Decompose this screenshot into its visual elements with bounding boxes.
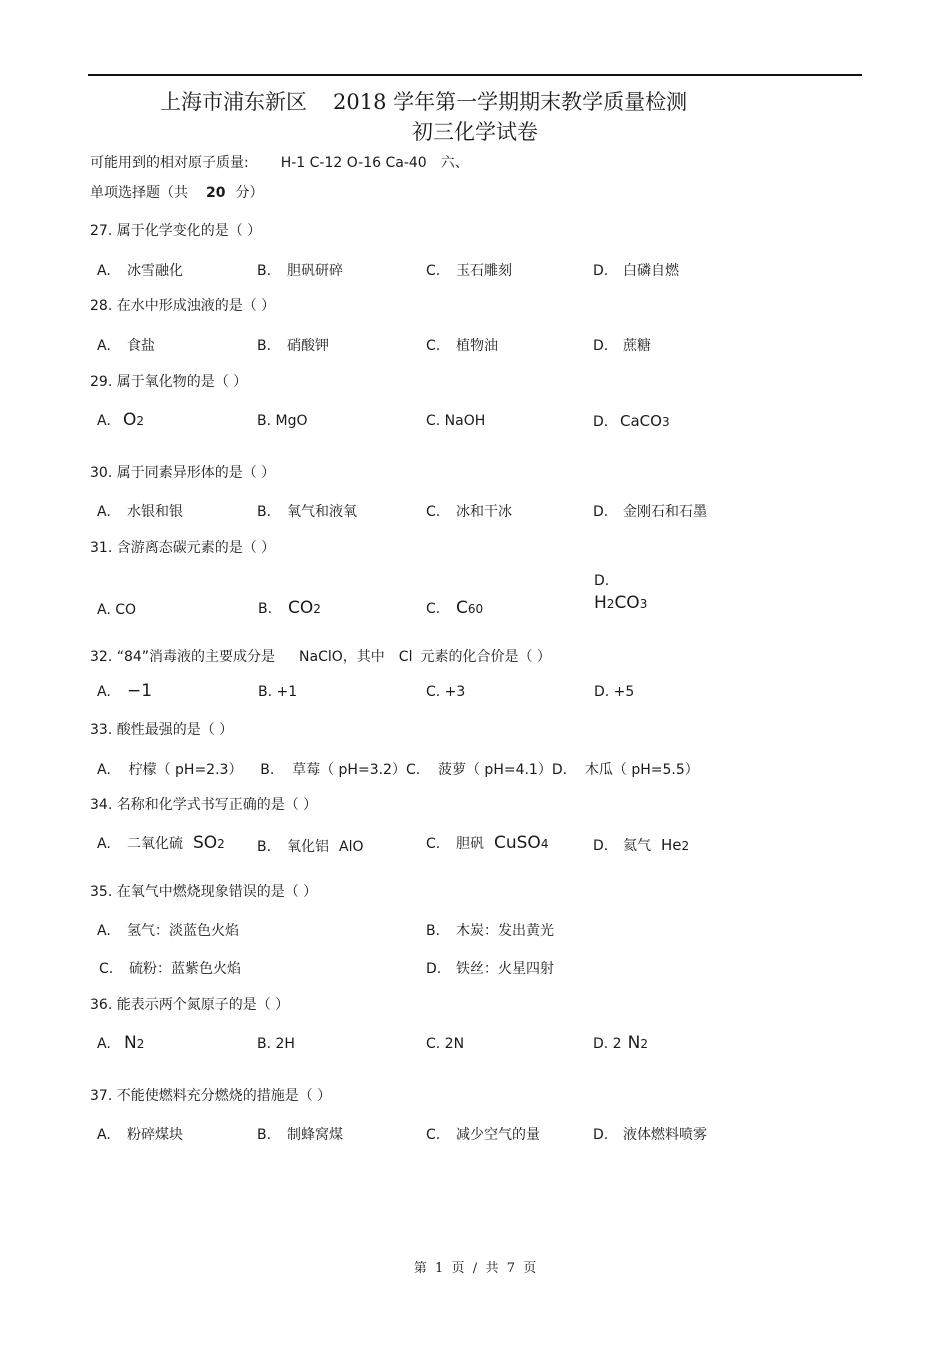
q29-option-d[interactable]	[593, 412, 670, 430]
option-label: B.	[257, 1127, 272, 1143]
question-27-stem: 27. 属于化学变化的是（ ）	[90, 223, 262, 239]
option-text: 氧气和液氧	[287, 504, 357, 520]
option-text: 金刚石和石墨	[623, 504, 707, 520]
formula: CaCO	[620, 412, 662, 430]
formula: H	[594, 593, 607, 613]
option-label: B.	[258, 601, 273, 617]
q33-options[interactable]: A. 柠檬（ pH=2.3） B. 草莓（ pH=3.2）C. 菠萝（ pH=4.1）D. 木瓜（ pH=5.5）	[97, 762, 699, 778]
exam-title	[160, 86, 687, 116]
q34-option-b[interactable]	[257, 836, 364, 856]
option-text: 液体燃料喷雾	[623, 1127, 707, 1143]
option-label: D.	[593, 1127, 609, 1143]
formula-subscript: 60	[467, 602, 484, 616]
option-label: B.	[426, 923, 441, 939]
q30-option-a[interactable]	[97, 501, 183, 521]
option-label: A.	[97, 504, 111, 520]
stem-part: Cl	[398, 649, 413, 665]
option-label: C.	[426, 338, 441, 354]
option-text: 木炭：发出黄光	[456, 923, 554, 939]
q36-option-b[interactable]	[257, 1036, 295, 1052]
q36-option-d[interactable]	[593, 1033, 648, 1053]
option-label: C. NaOH	[426, 413, 486, 429]
section-heading	[90, 182, 263, 202]
option-label: A.	[97, 263, 111, 279]
option-label: C.	[426, 504, 441, 520]
option-label: D. 2	[593, 1036, 622, 1052]
option-label: B. MgO	[257, 413, 308, 429]
question-31-stem: 31. 含游离态碳元素的是（ ）	[90, 540, 276, 556]
formula-subscript: 2	[681, 839, 690, 853]
option-text: 硝酸钾	[287, 338, 329, 354]
option-label: C.	[426, 263, 441, 279]
question-37-stem: 37. 不能使燃料充分燃烧的措施是（ ）	[90, 1088, 332, 1104]
question-34-stem: 34. 名称和化学式书写正确的是（ ）	[90, 797, 318, 813]
section-points: 20	[206, 185, 226, 201]
option-text: −1	[127, 681, 153, 701]
option-label: A.	[97, 923, 111, 939]
option-label: D. +5	[594, 684, 635, 700]
q34-option-d[interactable]	[593, 835, 689, 855]
formula: CO	[614, 593, 640, 613]
title-term: 2018 学年第一学期期末教学质量检测	[333, 90, 688, 114]
stem-part: NaClO，其中	[299, 649, 385, 665]
option-text: 氦气	[623, 838, 651, 854]
option-text: 二氧化硫	[127, 836, 183, 852]
q27-option-c[interactable]	[426, 260, 512, 280]
question-36-stem: 36. 能表示两个氮原子的是（ ）	[90, 997, 290, 1013]
formula: SO	[193, 833, 218, 853]
option-label: C.	[426, 601, 441, 617]
option-label: B.	[257, 839, 272, 855]
q32-option-c[interactable]	[426, 684, 465, 700]
option-text: 胆矾	[456, 836, 484, 852]
option-text: 冰和干冰	[456, 504, 512, 520]
q35-option-d[interactable]	[426, 958, 554, 978]
formula: C	[456, 598, 468, 618]
q36-option-c[interactable]	[426, 1036, 464, 1052]
option-text: 白磷自燃	[623, 263, 679, 279]
option-text: 植物油	[456, 338, 498, 354]
q27-option-a[interactable]	[97, 260, 183, 280]
q35-option-b[interactable]	[426, 920, 554, 940]
q29-option-c[interactable]	[426, 413, 485, 429]
q35-option-c[interactable]	[99, 958, 241, 978]
formula: N	[627, 1033, 641, 1053]
q35-option-a[interactable]	[97, 920, 239, 940]
stem-part: 32. “84”消毒液的主要成分是	[90, 649, 276, 665]
q28-option-c[interactable]	[426, 335, 498, 355]
option-text: 硫粉：蓝紫色火焰	[129, 961, 241, 977]
option-label: D.	[593, 338, 609, 354]
q27-option-b[interactable]	[257, 260, 343, 280]
title-region: 上海市浦东新区	[160, 90, 307, 114]
section-unit: 分）	[235, 185, 264, 201]
formula: AlO	[339, 839, 364, 855]
option-label: C.	[99, 961, 114, 977]
option-label: B. 2H	[257, 1036, 295, 1052]
option-label: A.	[97, 413, 111, 429]
page-footer: 第 1 页 / 共 7 页	[413, 1261, 537, 1276]
formula-subscript: 2	[606, 597, 615, 611]
q31-option-d[interactable]	[594, 573, 647, 613]
option-text: 铁丝：火星四射	[456, 961, 554, 977]
option-label: A.	[97, 338, 111, 354]
option-text: 粉碎煤块	[127, 1127, 183, 1143]
option-label: D.	[594, 573, 610, 589]
option-label: A.	[97, 836, 111, 852]
q37-option-b[interactable]	[257, 1124, 343, 1144]
option-label: D.	[593, 504, 609, 520]
q37-option-c[interactable]	[426, 1124, 540, 1144]
option-text: 玉石雕刻	[456, 263, 512, 279]
q29-option-a[interactable]	[97, 410, 144, 430]
atomic-mass-values: H-1 C-12 O-16 Ca-40	[280, 155, 427, 171]
formula-subscript: 2	[640, 1037, 648, 1051]
q30-option-b[interactable]	[257, 501, 357, 521]
q31-option-c[interactable]	[426, 598, 483, 618]
option-label: B.	[257, 338, 272, 354]
option-text: 冰雪融化	[127, 263, 183, 279]
question-32-stem	[90, 646, 551, 666]
q28-option-a[interactable]	[97, 335, 155, 355]
q27-option-d[interactable]	[593, 260, 679, 280]
q37-option-a[interactable]	[97, 1124, 183, 1144]
q31-option-b[interactable]	[258, 598, 321, 618]
q30-option-c[interactable]	[426, 501, 512, 521]
formula-subscript: 2	[136, 414, 145, 428]
formula-subscript: 2	[136, 1037, 145, 1051]
q34-option-a[interactable]	[97, 833, 225, 853]
formula-subscript: 4	[540, 837, 549, 851]
atomic-mass-label: 可能用到的相对原子质量:	[90, 155, 249, 171]
option-label: A.	[97, 1036, 111, 1052]
option-label: B.	[257, 263, 272, 279]
formula: He	[661, 836, 682, 854]
exam-subtitle: 初三化学试卷	[412, 120, 538, 144]
option-label: C.	[426, 836, 441, 852]
stem-part: 元素的化合价是（ ）	[420, 649, 551, 665]
formula-subscript: 2	[313, 602, 321, 616]
option-text: 蔗糖	[623, 338, 651, 354]
q28-option-d[interactable]	[593, 335, 651, 355]
question-30-stem: 30. 属于同素异形体的是（ ）	[90, 465, 276, 481]
option-label: D.	[426, 961, 442, 977]
option-label: D.	[593, 263, 609, 279]
section-title: 单项选择题（共	[90, 185, 188, 201]
q37-option-d[interactable]	[593, 1124, 707, 1144]
option-label: B.	[257, 504, 272, 520]
question-28-stem: 28. 在水中形成浊液的是（ ）	[90, 298, 276, 314]
formula-subscript: 3	[639, 597, 648, 611]
question-33-stem: 33. 酸性最强的是（ ）	[90, 722, 234, 738]
option-label: B. +1	[258, 684, 298, 700]
option-label: D.	[593, 414, 609, 430]
top-rule	[88, 74, 862, 76]
option-text: 减少空气的量	[456, 1127, 540, 1143]
formula-subscript: 2	[217, 837, 225, 851]
formula: O	[123, 410, 137, 430]
formula: CO	[288, 598, 314, 618]
option-label: C. 2N	[426, 1036, 465, 1052]
formula: N	[124, 1033, 137, 1053]
option-text: 水银和银	[127, 504, 183, 520]
question-35-stem: 35. 在氧气中燃烧现象错误的是（ ）	[90, 884, 318, 900]
q32-option-b[interactable]	[258, 684, 297, 700]
q30-option-d[interactable]	[593, 501, 707, 521]
q32-option-d[interactable]	[594, 684, 634, 700]
atomic-mass-line	[90, 152, 469, 172]
option-text: 氢气：淡蓝色火焰	[127, 923, 239, 939]
option-label: A. CO	[97, 602, 137, 618]
option-label: C. +3	[426, 684, 466, 700]
option-label: C.	[426, 1127, 441, 1143]
question-29-stem: 29. 属于氧化物的是（ ）	[90, 374, 248, 390]
q34-option-c[interactable]	[426, 833, 548, 853]
option-text: 氧化铝	[287, 839, 329, 855]
q36-option-a[interactable]	[97, 1033, 144, 1053]
option-label: D.	[593, 838, 609, 854]
q28-option-b[interactable]	[257, 335, 329, 355]
section-number: 六、	[440, 155, 469, 171]
option-text: 食盐	[127, 338, 155, 354]
option-text: 胆矾研碎	[287, 263, 343, 279]
option-label: A.	[97, 684, 111, 700]
formula-subscript: 3	[661, 415, 670, 429]
option-text: 制蜂窝煤	[287, 1127, 343, 1143]
formula: CuSO	[494, 833, 541, 853]
option-label: A.	[97, 1127, 111, 1143]
q32-option-a[interactable]	[97, 681, 152, 701]
q29-option-b[interactable]	[257, 413, 308, 429]
q31-option-a[interactable]	[97, 602, 136, 618]
